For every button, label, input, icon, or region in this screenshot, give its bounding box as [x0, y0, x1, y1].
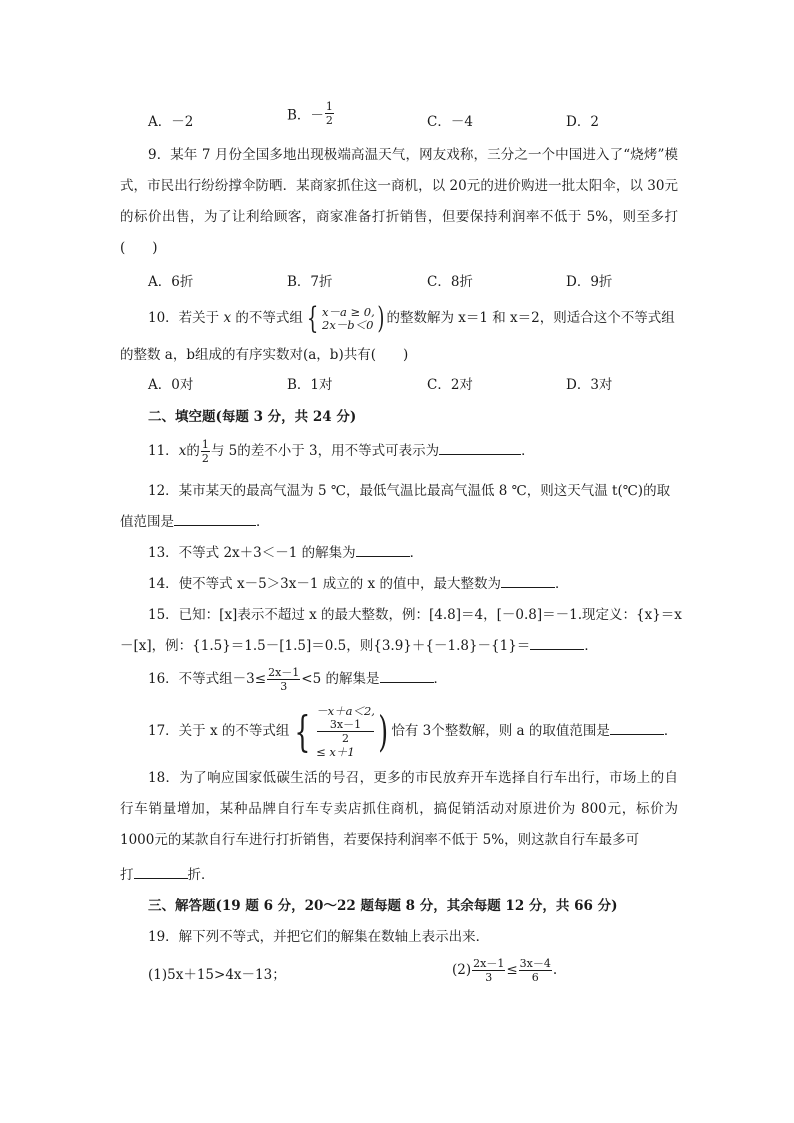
q11-frac-den: 2: [201, 452, 209, 465]
q16-answer-blank[interactable]: [380, 670, 434, 683]
q12-line1: 12．某市某天的最高气温为 5 ℃，最低气温比最高气温低 8 ℃，则这天气温 t(℃)的取: [148, 483, 671, 499]
q8-frac-den: 2: [325, 114, 333, 127]
q8-option-a: A．－2: [148, 114, 194, 130]
q13-line: [148, 541, 423, 561]
q11-end: ．: [521, 443, 535, 459]
q10-option-d: D．3对: [566, 377, 613, 393]
q8-option-b: [287, 101, 335, 126]
q19-frac2-den: 6: [531, 971, 539, 984]
q18-answer-blank[interactable]: [134, 866, 188, 879]
q17-frac-den: 2: [342, 732, 350, 745]
q16-suffix: <5 的解集是: [301, 671, 380, 687]
q19-frac2-num: 3x－4: [519, 957, 551, 970]
section2-title: 二、填空题(每题 3 分，共 24 分): [148, 409, 357, 425]
q9-option-a: A．6折: [148, 274, 194, 290]
q15-line1: 15．已知：[x]表示不超过 x 的最大整数，例：[4.8]＝4，[－0.8]＝－1.现定义：{x}＝x: [148, 607, 682, 623]
q12-line2-text: 值范围是: [120, 514, 174, 530]
q10-brace: {: [306, 300, 319, 336]
q15-end: ．: [584, 638, 598, 654]
q10-suffix: 的整数解为 x＝1 和 x＝2，则适合这个不等式组: [386, 310, 675, 326]
q9-text: 9．某年 7 月份全国多地出现极端高温天气，网友戏称，三分之一个中国进入了“烧烤”模式，市民出行纷纷撑伞防晒．某商家抓住这一商机，以 20元的进价购进一批太阳伞，以 30元的标价出售，为了让利给顾客，商家准备打折销售，但要保持利润率不低于 5%，则至多打( ): [120, 147, 678, 256]
q17-system: [316, 703, 375, 760]
q14-line: [148, 572, 568, 592]
q18-text: 18．为了响应国家低碳生活的号召，更多的市民放弃开车选择自行车出行，市场上的自行车销量增加，某种品牌自行车专卖店抓住商机，搞促销活动对原进价为 800元，标价为 1000元的某款自行车进行打折销售，若要保持利润率不低于 5%，则这款自行车最多可: [120, 770, 678, 848]
q19-relation: ≤: [506, 962, 518, 978]
q19-text: 19．解下列不等式，并把它们的解集在数轴上表示出来．: [148, 929, 490, 945]
q12-end: ．: [256, 514, 270, 530]
q19-part2-end: .: [552, 962, 558, 978]
q19-fraction-2: [519, 958, 552, 983]
q13-answer-blank[interactable]: [356, 544, 410, 557]
q16-fraction: [267, 667, 300, 692]
q16-end: ．: [433, 671, 447, 687]
q10-prefix: 10．若关于: [148, 310, 224, 326]
q9-option-b: B．7折: [287, 274, 333, 290]
q8-option-d: D．2: [566, 114, 599, 130]
q17-answer-blank[interactable]: [610, 722, 664, 735]
q10-line2: 的整数 a，b组成的有序实数对(a，b)共有( ): [120, 347, 409, 363]
q14-answer-blank[interactable]: [501, 575, 555, 588]
q15-answer-blank[interactable]: [530, 637, 584, 650]
q17-prefix: 17．关于 x 的不等式组: [148, 723, 290, 739]
q10-right-brace: ): [377, 300, 385, 336]
q11-de: 的: [186, 443, 200, 459]
q16-frac-num: 2x－1: [268, 666, 300, 679]
q17-frac-num: 3x－1: [317, 719, 374, 732]
q10-sys-line2: 2x－b＜0: [322, 317, 374, 332]
q19-fraction-1: [472, 958, 505, 983]
q11-answer-blank[interactable]: [439, 442, 521, 455]
q14-end: ．: [554, 576, 569, 592]
q8-option-c: C．－4: [427, 114, 473, 130]
q16-prefix: 16．不等式组－3≤: [148, 671, 267, 687]
q11-fraction: [201, 439, 210, 464]
q13-text: 13．不等式 2x＋3＜－1 的解集为: [148, 545, 356, 561]
q9-option-c: C．8折: [427, 274, 473, 290]
q11-var-x: x: [178, 443, 187, 459]
q17-brace: {: [294, 706, 311, 756]
q17-line: [148, 703, 678, 759]
q16-line: [148, 661, 447, 697]
q19-frac1-num: 2x－1: [473, 957, 505, 970]
q12-answer-blank[interactable]: [174, 513, 256, 526]
q10-option-a: A．0对: [148, 377, 194, 393]
q8-frac-num: 1: [325, 100, 333, 113]
q13-end: ．: [409, 545, 424, 561]
q17-right-brace: ): [378, 706, 389, 756]
q17-line2-rest: ≤ x＋1: [316, 745, 355, 759]
q12-line2: [120, 510, 270, 530]
q10-option-b: B．1对: [287, 377, 333, 393]
q15-line2: [120, 634, 598, 654]
q17-suffix: 恰有 3个整数解，则 a 的取值范围是: [391, 723, 610, 739]
q8-fraction: [325, 101, 334, 126]
q10-var-x: x: [223, 310, 232, 326]
q17-sys-line2: [316, 719, 375, 760]
q18-last-suffix: 折．: [187, 867, 215, 883]
q10-line1: [148, 300, 675, 336]
q18-last-prefix: 打: [120, 867, 134, 883]
q18-last-line: [120, 863, 215, 883]
q10-system: [322, 306, 375, 332]
q11-suffix: 与 5的差不小于 3，用不等式可表示为: [210, 443, 440, 459]
q11-prefix: 11．: [148, 443, 179, 459]
q19-part2-prefix: (2): [452, 962, 472, 978]
q19-frac1-den: 3: [485, 971, 493, 984]
q10-sys-line1: x－a ≥ 0,: [322, 304, 375, 319]
q17-end: ．: [663, 723, 678, 739]
section3-title: 三、解答题(19 题 6 分，20～22 题每题 8 分，其余每题 12 分，共 66 分): [148, 898, 618, 914]
q8-option-b-prefix: B．－: [287, 107, 324, 124]
q16-frac-den: 3: [280, 680, 288, 693]
q11-line: [148, 433, 535, 469]
q17-fraction: [317, 719, 374, 744]
q14-text: 14．使不等式 x－5＞3x－1 成立的 x 的值中，最大整数为: [148, 576, 501, 592]
q17-sys-line1: －x＋a＜2,: [316, 704, 375, 718]
q19-part1: (1)5x＋15>4x－13；: [148, 967, 286, 983]
q10-option-c: C．2对: [427, 377, 473, 393]
q15-line2-text: －[x]，例：{1.5}＝1.5－[1.5]＝0.5，则{3.9}＋{－1.8}－{1}＝: [120, 638, 531, 654]
q19-part2: [452, 952, 557, 988]
q11-frac-num: 1: [201, 438, 209, 451]
q10-mid: 的不等式组: [231, 310, 303, 326]
q9-option-d: D．9折: [566, 274, 613, 290]
